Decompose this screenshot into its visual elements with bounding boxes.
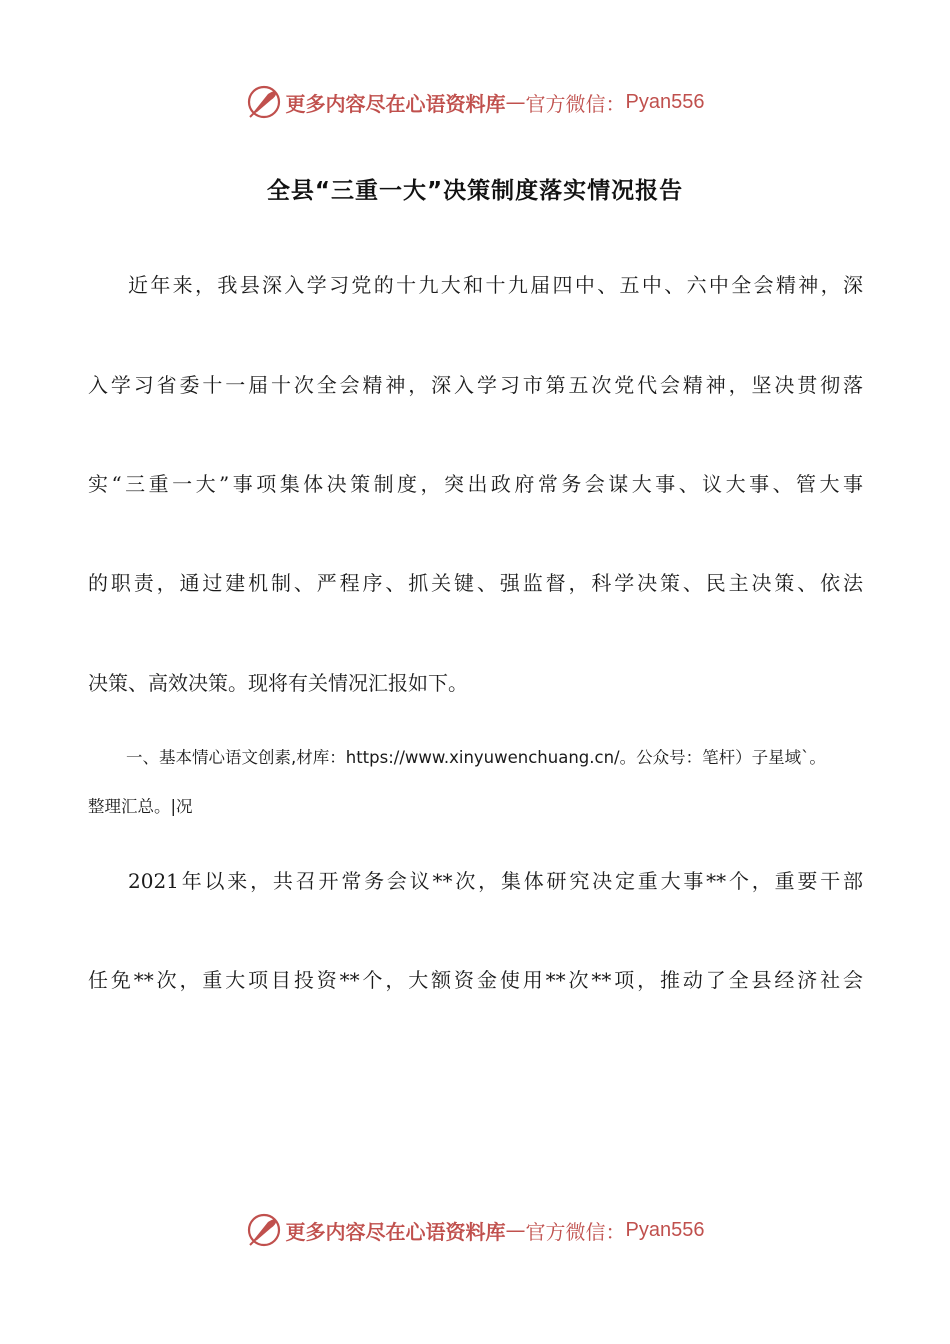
quill-logo-icon xyxy=(246,1212,282,1248)
document-title: 全县“三重一大”决策制度落实情况报告 xyxy=(266,178,684,204)
banner-wechat-label: 官方微信： xyxy=(525,91,626,116)
banner-brand-text: 更多内容尽在心语资料库 xyxy=(285,1219,506,1244)
header-watermark-banner xyxy=(0,80,950,124)
banner-wechat-id: Pyan556 xyxy=(625,90,705,113)
intro-line-5: 决策、高效决策。现将有关情况汇报如下。 xyxy=(88,671,468,695)
intro-line-3: 实“三重一大”事项集体决策制度，突出政府常务会谋大事、议大事、管大事 xyxy=(88,472,863,496)
intro-line-4: 的职责，通过建机制、严程序、抓关键、强监督，科学决策、民主决策、依法 xyxy=(88,571,863,595)
footer-watermark-banner xyxy=(0,1208,950,1252)
banner-dash: — xyxy=(505,1218,526,1242)
intro-line-1: 近年来，我县深入学习党的十九大和十九届四中、五中、六中全会精神，深 xyxy=(128,273,863,297)
banner-wechat-label: 官方微信： xyxy=(525,1219,626,1244)
section-heading-line-2: 整理汇总。|况 xyxy=(88,797,193,816)
banner-brand-text: 更多内容尽在心语资料库 xyxy=(285,91,506,116)
section-heading-line-1: 一、基本情心语文创素,材库：https://www.xinyuwenchuang.cn/。公众号：笔杆）子星域`。 xyxy=(126,748,826,767)
banner-wechat-id: Pyan556 xyxy=(625,1218,705,1241)
body-line-1: 2021年以来，共召开常务会议**次，集体研究决定重大事**个，重要干部 xyxy=(128,869,863,893)
intro-line-2: 入学习省委十一届十次全会精神，深入学习市第五次党代会精神，坚决贯彻落 xyxy=(88,373,863,397)
body-line-2: 任免**次，重大项目投资**个，大额资金使用**次**项，推动了全县经济社会 xyxy=(88,968,863,992)
quill-logo-icon xyxy=(246,84,282,120)
banner-dash: — xyxy=(505,90,526,114)
